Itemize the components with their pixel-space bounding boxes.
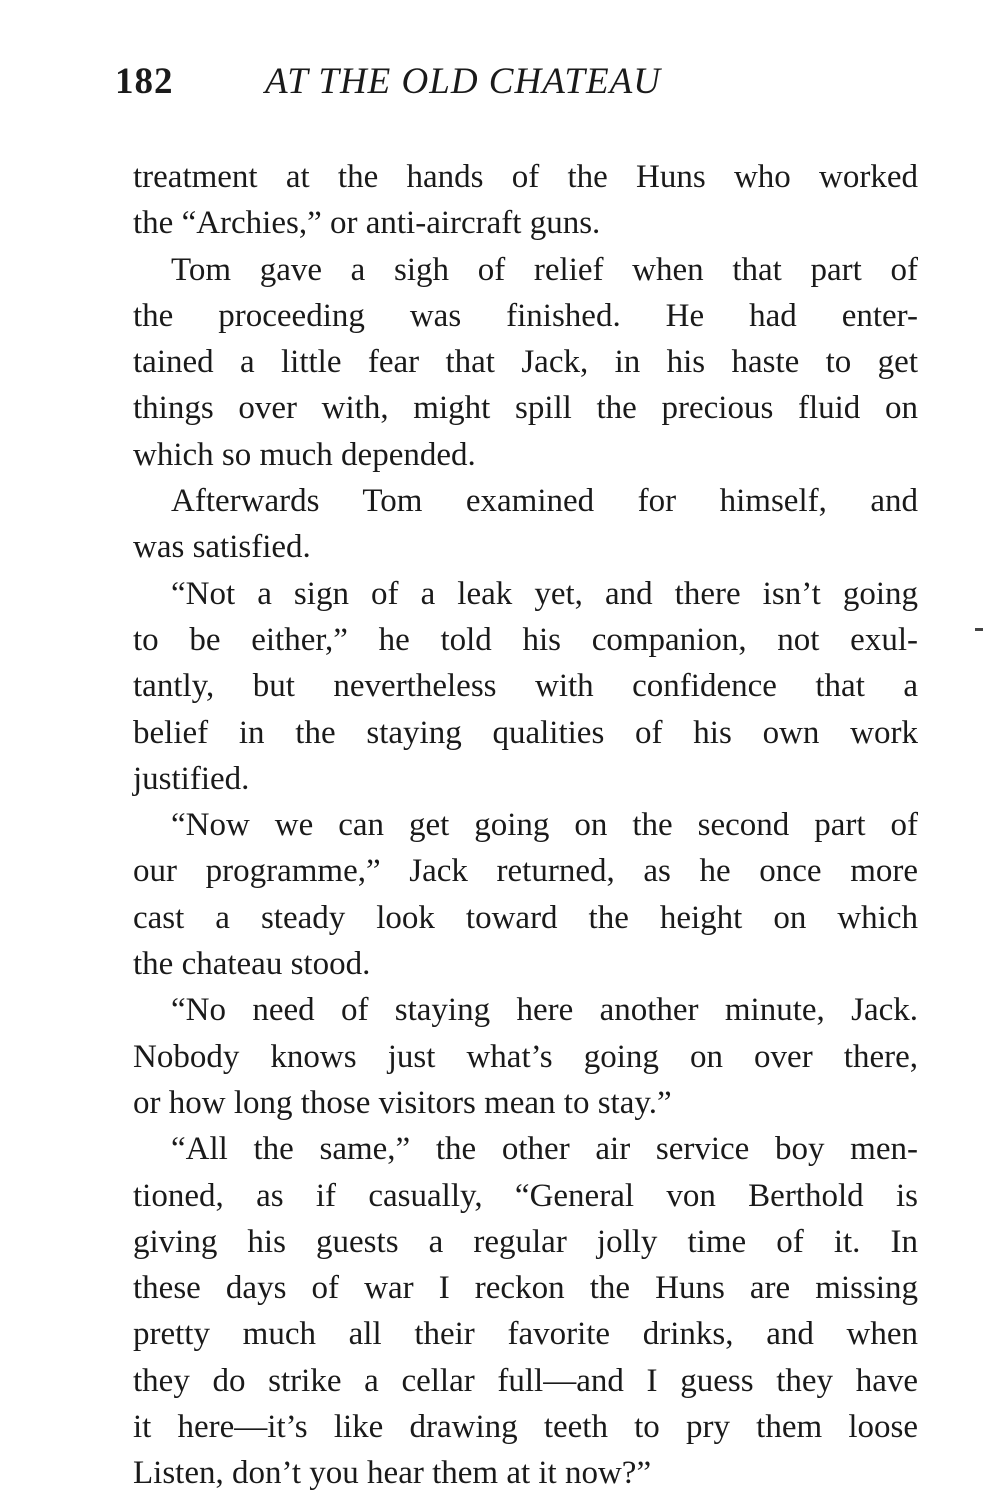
text-line: treatment at the hands of the Huns who worked bbox=[133, 159, 918, 195]
text-line: justified. bbox=[133, 760, 250, 797]
running-title: AT THE OLD CHATEAU bbox=[265, 61, 661, 102]
page-number: 182 bbox=[115, 61, 174, 102]
text-line: Afterwards Tom examined for himself, and bbox=[171, 483, 918, 520]
text-line: our programme,” Jack returned, as he once more bbox=[133, 853, 918, 890]
body-text bbox=[133, 154, 918, 1497]
text-line: it here—it’s like drawing teeth to pry them loose bbox=[133, 1409, 918, 1446]
text-line: was satisfied. bbox=[133, 529, 311, 566]
text-line: “All the same,” the other air service boy men- bbox=[171, 1131, 918, 1168]
text-line: things over with, might spill the precious fluid on bbox=[133, 390, 918, 427]
text-line: these days of war I reckon the Huns are missing bbox=[133, 1270, 918, 1307]
text-line: tantly, but nevertheless with confidence that a bbox=[133, 668, 918, 705]
text-line: “No need of staying here another minute, Jack. bbox=[171, 992, 918, 1029]
text-line: which so much depended. bbox=[133, 436, 476, 473]
margin-mark bbox=[975, 628, 983, 631]
text-line: Tom gave a sigh of relief when that part of bbox=[171, 251, 918, 288]
text-line: belief in the staying qualities of his own work bbox=[133, 714, 918, 751]
text-line: “Now we can get going on the second part of bbox=[171, 807, 918, 844]
book-page bbox=[115, 60, 918, 1497]
text-line: Listen, don’t you hear them at it now?” bbox=[133, 1455, 652, 1492]
text-line: cast a steady look toward the height on which bbox=[133, 899, 918, 936]
text-line: or how long those visitors mean to stay.” bbox=[133, 1084, 672, 1121]
text-line: to be either,” he told his companion, not exul- bbox=[133, 621, 918, 658]
text-line: “Not a sign of a leak yet, and there isn’t going bbox=[171, 575, 918, 612]
text-line: they do strike a cellar full—and I guess they have bbox=[133, 1362, 918, 1399]
text-line: giving his guests a regular jolly time of it. In bbox=[133, 1223, 918, 1260]
text-line: the proceeding was finished. He had enter- bbox=[133, 297, 918, 334]
text-line: tained a little fear that Jack, in his haste to get bbox=[133, 344, 918, 381]
text-line: the “Archies,” or anti-aircraft guns. bbox=[133, 205, 601, 242]
text-line: Nobody knows just what’s going on over there, bbox=[133, 1038, 918, 1075]
text-line: pretty much all their favorite drinks, and when bbox=[133, 1316, 918, 1353]
text-line: the chateau stood. bbox=[133, 946, 371, 983]
text-line: tioned, as if casually, “General von Berthold is bbox=[133, 1177, 918, 1214]
running-head bbox=[115, 60, 918, 124]
